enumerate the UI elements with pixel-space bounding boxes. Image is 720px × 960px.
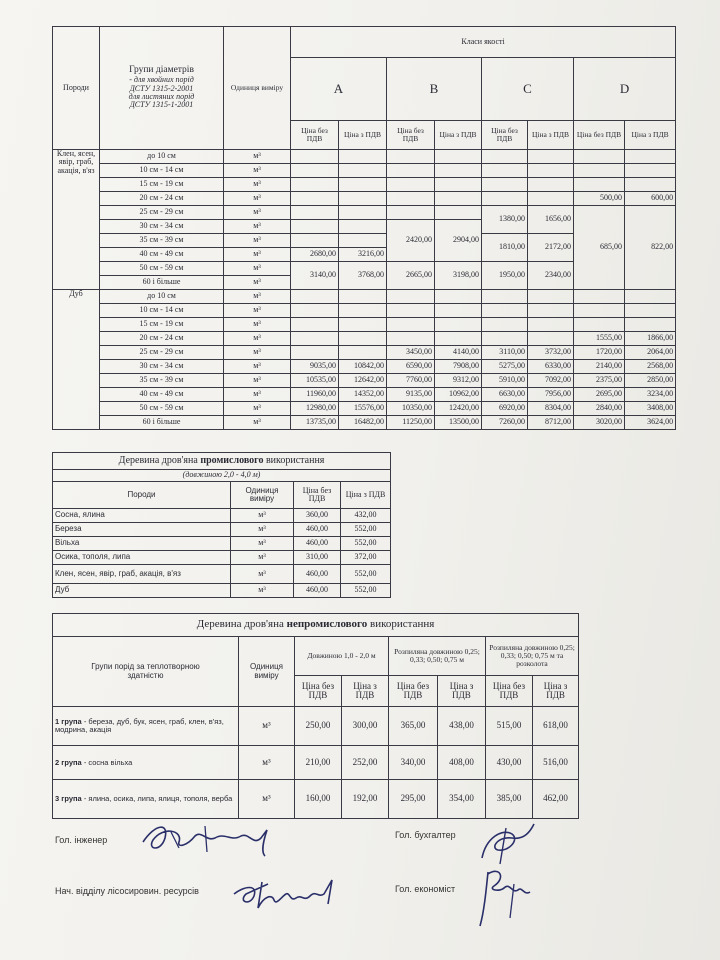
price-cell: 2340,00 [528, 262, 574, 290]
price-cell: 1810,00 [482, 234, 528, 262]
table-row [53, 374, 676, 388]
diameter-groups-header: Групи діаметрів - для хвойних порід ДСТУ 1315-2-2001 для листяних порід ДСТУ 1315-1-2001 [100, 27, 224, 150]
price-cell: 552,00 [341, 537, 391, 551]
price-cell: 515,00 [486, 707, 533, 746]
unit-cell: м³ [224, 374, 291, 388]
unit-header: Одиниця виміру [239, 637, 295, 707]
unit-cell: м³ [239, 780, 295, 819]
price-cell: 2568,00 [625, 360, 676, 374]
price-cell [482, 304, 528, 318]
price-cell: 1720,00 [574, 346, 625, 360]
price-cell: 7260,00 [482, 416, 528, 430]
unit-cell: м³ [231, 523, 294, 537]
table-row [53, 206, 676, 220]
industrial-table-subtitle: (довжиною 2,0 - 4,0 м) [53, 470, 391, 482]
price-cell: 5910,00 [482, 374, 528, 388]
chief-economist-signature [470, 862, 540, 932]
price-cell [291, 346, 339, 360]
price-cell: 300,00 [342, 707, 389, 746]
unit-cell: м³ [224, 178, 291, 192]
diameter-cell: до 10 см [100, 290, 224, 304]
diameter-cell: 25 см - 29 см [100, 346, 224, 360]
diameter-cell: 50 см - 59 см [100, 262, 224, 276]
price-cell: 2420,00 [387, 220, 435, 262]
price-with-vat-header: Ціна з ПДВ [339, 121, 387, 150]
industrial-table-title: Деревина дров'яна промислового використання [53, 453, 391, 470]
price-cell: 4140,00 [435, 346, 482, 360]
price-cell [435, 332, 482, 346]
forest-resources-head-label: Нач. відділу лісосировин. ресурсів [55, 886, 199, 896]
table-row [53, 523, 391, 537]
species-cell: Клен, ясен, явір, граб, акація, в'яз [53, 565, 231, 584]
price-with-vat-header: Ціна з ПДВ [341, 482, 391, 509]
price-with-vat-header: Ціна з ПДВ [438, 676, 486, 707]
unit-cell: м³ [224, 402, 291, 416]
unit-cell: м³ [224, 416, 291, 430]
price-cell: 500,00 [574, 192, 625, 206]
price-cell: 460,00 [294, 584, 341, 598]
price-cell: 3408,00 [625, 402, 676, 416]
price-cell: 7092,00 [528, 374, 574, 388]
unit-cell: м³ [224, 150, 291, 164]
price-cell: 460,00 [294, 537, 341, 551]
diameter-cell: 30 см - 34 см [100, 220, 224, 234]
price-cell: 408,00 [438, 746, 486, 780]
price-cell [482, 290, 528, 304]
price-with-vat-header: Ціна з ПДВ [533, 676, 579, 707]
price-cell: 360,00 [294, 509, 341, 523]
price-without-vat-header: Ціна без ПДВ [482, 121, 528, 150]
unit-cell: м³ [239, 746, 295, 780]
price-cell [339, 346, 387, 360]
price-cell: 1380,00 [482, 206, 528, 234]
unit-cell: м³ [231, 551, 294, 565]
price-cell: 10962,00 [435, 388, 482, 402]
species-header: Породи [53, 482, 231, 509]
price-cell: 385,00 [486, 780, 533, 819]
unit-cell: м³ [224, 234, 291, 248]
unit-cell: м³ [224, 248, 291, 262]
unit-header: Одиниця виміру [224, 27, 291, 150]
unit-cell: м³ [224, 164, 291, 178]
price-cell: 552,00 [341, 565, 391, 584]
price-without-vat-header: Ціна без ПДВ [387, 121, 435, 150]
price-cell: 252,00 [342, 746, 389, 780]
unit-cell: м³ [224, 332, 291, 346]
unit-cell: м³ [224, 318, 291, 332]
price-cell: 3450,00 [387, 346, 435, 360]
table-row [53, 509, 391, 523]
price-cell [291, 290, 339, 304]
class-b-header: B [387, 58, 482, 121]
price-cell [528, 318, 574, 332]
price-cell [625, 304, 676, 318]
price-with-vat-header: Ціна з ПДВ [528, 121, 574, 150]
unit-cell: м³ [224, 276, 291, 290]
price-cell: 3020,00 [574, 416, 625, 430]
table-row [53, 416, 676, 430]
table-row [53, 551, 391, 565]
diameter-cell: до 10 см [100, 150, 224, 164]
price-cell: 365,00 [389, 707, 438, 746]
price-cell: 3624,00 [625, 416, 676, 430]
price-cell: 354,00 [438, 780, 486, 819]
price-cell: 3768,00 [339, 262, 387, 290]
price-cell: 13735,00 [291, 416, 339, 430]
price-cell: 6920,00 [482, 402, 528, 416]
price-cell: 5275,00 [482, 360, 528, 374]
non-industrial-table-title: Деревина дров'яна непромислового використання [53, 614, 579, 637]
price-cell: 9035,00 [291, 360, 339, 374]
table-row [53, 304, 676, 318]
table-row [53, 402, 676, 416]
class-c-header: C [482, 58, 574, 121]
price-cell: 295,00 [389, 780, 438, 819]
price-cell: 372,00 [341, 551, 391, 565]
price-cell: 9135,00 [387, 388, 435, 402]
price-cell: 460,00 [294, 565, 341, 584]
heat-group-cell: 3 група - ялина, осика, липа, ялиця, тополя, верба [53, 780, 239, 819]
unit-cell: м³ [231, 509, 294, 523]
price-cell: 10842,00 [339, 360, 387, 374]
diameter-cell: 30 см - 34 см [100, 360, 224, 374]
species-cell: Осика, тополя, липа [53, 551, 231, 565]
price-cell: 2064,00 [625, 346, 676, 360]
unit-cell: м³ [224, 290, 291, 304]
price-cell: 160,00 [295, 780, 342, 819]
price-cell: 2140,00 [574, 360, 625, 374]
price-cell: 6590,00 [387, 360, 435, 374]
diameter-cell: 40 см - 49 см [100, 388, 224, 402]
price-cell: 10350,00 [387, 402, 435, 416]
price-cell [625, 318, 676, 332]
price-cell [574, 304, 625, 318]
table-row [53, 388, 676, 402]
heat-groups-header: Групи порід за теплотворною здатністю [53, 637, 239, 707]
chief-economist-label: Гол. економіст [395, 884, 456, 894]
price-cell [528, 332, 574, 346]
industrial-firewood-table [52, 452, 391, 598]
price-cell: 3110,00 [482, 346, 528, 360]
table-row [53, 318, 676, 332]
price-cell [387, 290, 435, 304]
unit-cell: м³ [224, 304, 291, 318]
table-row [53, 332, 676, 346]
unit-cell: м³ [231, 565, 294, 584]
price-cell: 250,00 [295, 707, 342, 746]
chief-engineer-label: Гол. інженер [55, 835, 108, 845]
species-cell: Береза [53, 523, 231, 537]
class-d-header: D [574, 58, 676, 121]
table-row [53, 290, 676, 304]
diameter-cell: 60 і більше [100, 416, 224, 430]
table-row [53, 537, 391, 551]
chief-accountant-label: Гол. бухгалтер [395, 830, 456, 840]
class-a-header: A [291, 58, 387, 121]
price-cell: 310,00 [294, 551, 341, 565]
diameter-cell: 35 см - 39 см [100, 234, 224, 248]
unit-cell: м³ [231, 584, 294, 598]
table-row [53, 346, 676, 360]
diameter-cell: 40 см - 49 см [100, 248, 224, 262]
species-group-hardwood: Клен, ясен, явір, граб, акація, в'яз [53, 150, 100, 290]
price-cell: 11250,00 [387, 416, 435, 430]
price-cell: 9312,00 [435, 374, 482, 388]
price-cell [574, 290, 625, 304]
price-cell: 438,00 [438, 707, 486, 746]
price-cell [291, 304, 339, 318]
diameter-cell: 15 см - 19 см [100, 178, 224, 192]
price-cell: 12980,00 [291, 402, 339, 416]
diameter-cell: 60 і більше [100, 276, 224, 290]
table-row [53, 584, 391, 598]
price-cell: 1555,00 [574, 332, 625, 346]
price-without-vat-header: Ціна без ПДВ [389, 676, 438, 707]
price-cell: 2904,00 [435, 220, 482, 262]
price-cell [387, 318, 435, 332]
price-cell: 2680,00 [291, 248, 339, 262]
sawn-length-header: Розпиляна довжиною 0,25; 0,33; 0,50; 0,75 м [389, 637, 486, 676]
unit-cell: м³ [231, 537, 294, 551]
species-group-oak: Дуб [53, 290, 100, 430]
price-cell: 3140,00 [291, 262, 339, 290]
price-cell: 2375,00 [574, 374, 625, 388]
price-cell: 618,00 [533, 707, 579, 746]
price-cell [291, 332, 339, 346]
unit-cell: м³ [224, 192, 291, 206]
price-cell [339, 318, 387, 332]
price-without-vat-header: Ціна без ПДВ [291, 121, 339, 150]
price-cell [435, 318, 482, 332]
heat-group-cell: 2 група - сосна вільха [53, 746, 239, 780]
price-cell: 600,00 [625, 192, 676, 206]
price-cell: 8712,00 [528, 416, 574, 430]
price-cell [482, 332, 528, 346]
price-cell [625, 290, 676, 304]
price-cell [435, 304, 482, 318]
quality-classes-header: Класи якості [291, 27, 676, 58]
price-without-vat-header: Ціна без ПДВ [486, 676, 533, 707]
price-cell: 7760,00 [387, 374, 435, 388]
price-cell [528, 304, 574, 318]
diameter-cell: 25 см - 29 см [100, 206, 224, 220]
price-cell: 2172,00 [528, 234, 574, 262]
unit-cell: м³ [239, 707, 295, 746]
table-row [53, 707, 579, 746]
unit-cell: м³ [224, 262, 291, 276]
price-cell: 7956,00 [528, 388, 574, 402]
price-with-vat-header: Ціна з ПДВ [625, 121, 676, 150]
price-cell: 430,00 [486, 746, 533, 780]
non-industrial-firewood-table [52, 613, 579, 819]
price-cell: 210,00 [295, 746, 342, 780]
price-cell: 1950,00 [482, 262, 528, 290]
price-cell: 11960,00 [291, 388, 339, 402]
unit-header: Одиниця виміру [231, 482, 294, 509]
diameter-cell: 50 см - 59 см [100, 402, 224, 416]
sawn-split-length-header: Розпиляна довжиною 0,25; 0,33; 0,50; 0,75 м та розколота [486, 637, 579, 676]
price-cell: 2695,00 [574, 388, 625, 402]
price-cell: 2840,00 [574, 402, 625, 416]
unit-cell: м³ [224, 346, 291, 360]
price-cell [339, 290, 387, 304]
price-cell: 552,00 [341, 523, 391, 537]
price-with-vat-header: Ціна з ПДВ [342, 676, 389, 707]
chief-engineer-signature [135, 812, 285, 862]
unit-cell: м³ [224, 206, 291, 220]
unit-cell: м³ [224, 220, 291, 234]
table-row [53, 746, 579, 780]
forest-resources-head-signature [228, 868, 348, 918]
unit-cell: м³ [224, 360, 291, 374]
price-cell: 12420,00 [435, 402, 482, 416]
price-cell: 6330,00 [528, 360, 574, 374]
price-cell: 3234,00 [625, 388, 676, 402]
price-cell: 822,00 [625, 206, 676, 290]
table-row [53, 192, 676, 206]
price-cell: 3216,00 [339, 248, 387, 262]
price-cell: 14352,00 [339, 388, 387, 402]
price-cell: 340,00 [389, 746, 438, 780]
price-cell: 2665,00 [387, 262, 435, 290]
price-cell [339, 332, 387, 346]
price-cell: 1866,00 [625, 332, 676, 346]
table-row [53, 780, 579, 819]
price-cell: 6630,00 [482, 388, 528, 402]
species-cell: Сосна, ялина [53, 509, 231, 523]
price-cell [482, 318, 528, 332]
diameter-cell: 35 см - 39 см [100, 374, 224, 388]
price-cell: 15576,00 [339, 402, 387, 416]
price-cell: 432,00 [341, 509, 391, 523]
price-cell: 685,00 [574, 206, 625, 290]
diameter-cell: 20 см - 24 см [100, 192, 224, 206]
price-cell: 552,00 [341, 584, 391, 598]
price-cell [387, 332, 435, 346]
price-cell: 3732,00 [528, 346, 574, 360]
price-cell [435, 290, 482, 304]
price-cell: 462,00 [533, 780, 579, 819]
diameter-cell: 10 см - 14 см [100, 164, 224, 178]
price-without-vat-header: Ціна без ПДВ [294, 482, 341, 509]
price-cell: 13500,00 [435, 416, 482, 430]
price-cell [528, 290, 574, 304]
table-row [53, 164, 676, 178]
price-cell [387, 304, 435, 318]
price-cell: 3198,00 [435, 262, 482, 290]
price-cell: 1656,00 [528, 206, 574, 234]
table-row [53, 565, 391, 584]
table-row [53, 178, 676, 192]
table-row [53, 360, 676, 374]
species-header: Породи [53, 27, 100, 150]
heat-group-cell: 1 група - береза, дуб, бук, ясен, граб, клен, в'яз, модрина, акація [53, 707, 239, 746]
price-with-vat-header: Ціна з ПДВ [435, 121, 482, 150]
price-cell: 7908,00 [435, 360, 482, 374]
species-cell: Вільха [53, 537, 231, 551]
diameter-cell: 20 см - 24 см [100, 332, 224, 346]
price-cell: 16482,00 [339, 416, 387, 430]
price-cell [291, 318, 339, 332]
price-cell: 10535,00 [291, 374, 339, 388]
species-cell: Дуб [53, 584, 231, 598]
price-cell [339, 304, 387, 318]
price-cell [574, 318, 625, 332]
price-cell: 2850,00 [625, 374, 676, 388]
table-row [53, 150, 676, 164]
price-cell: 12642,00 [339, 374, 387, 388]
price-cell: 192,00 [342, 780, 389, 819]
price-cell: 516,00 [533, 746, 579, 780]
price-cell: 8304,00 [528, 402, 574, 416]
unit-cell: м³ [224, 388, 291, 402]
roundwood-price-table [52, 26, 676, 430]
price-without-vat-header: Ціна без ПДВ [295, 676, 342, 707]
price-without-vat-header: Ціна без ПДВ [574, 121, 625, 150]
length-1-2m-header: Довжиною 1,0 - 2,0 м [295, 637, 389, 676]
chief-accountant-signature [472, 818, 542, 868]
price-cell: 460,00 [294, 523, 341, 537]
diameter-cell: 10 см - 14 см [100, 304, 224, 318]
diameter-cell: 15 см - 19 см [100, 318, 224, 332]
